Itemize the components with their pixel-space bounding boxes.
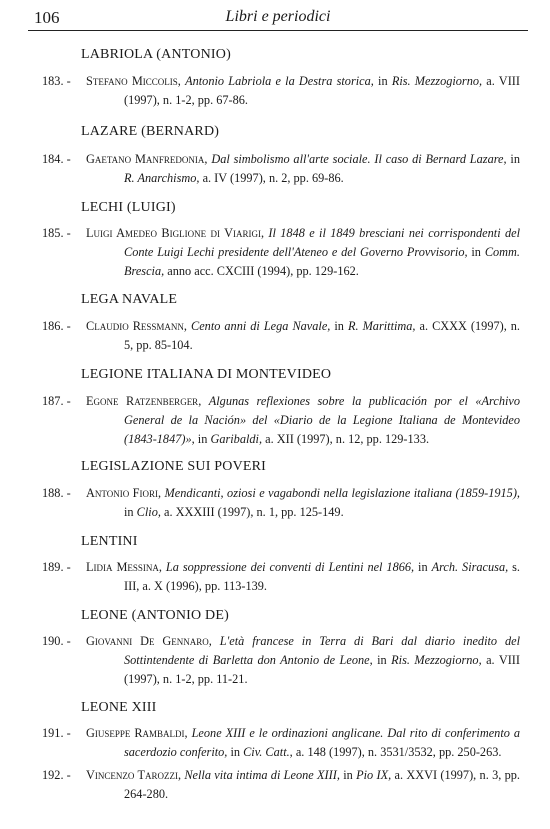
entry-in: in [334,319,344,333]
entry-author: Giovanni De Gennaro, [86,634,212,648]
entry-journal: Civ. Catt., [243,745,293,759]
entry-in: in [343,768,353,782]
entry-author: Vincenzo Tarozzi, [86,768,182,782]
entry-title: Algunas reflexiones sobre la publicación por el «Archivo General de la Nación» del «Diario de la Legione Italiana de Montevideo (1843-1847)», [124,394,520,446]
entry-journal: Ris. Mezzogiorno, [391,74,483,88]
bibliography-entry [42,766,520,804]
section-heading: LEGA NAVALE [81,292,178,307]
entry-title: L'età francese in Terra di Bari dal diario inedito del Sottintendente di Barletta don Antonio de Leone, [124,634,520,667]
section-heading: LEGIONE ITALIANA DI MONTEVIDEO [81,367,332,382]
entry-details: a. CXXX (1997), n. 5, pp. 85-104. [124,319,521,352]
entry-number: 187. - [42,394,71,408]
entry-details: a. IV (1997), n. 2, pp. 69-86. [202,171,344,185]
entry-journal: R. Anarchismo, [124,171,200,185]
entry-title: La soppressione dei conventi di Lentini nel 1866, [165,560,415,574]
entry-title: Antonio Labriola e la Destra storica, [185,74,374,88]
section-heading: LEONE (ANTONIO DE) [81,608,229,623]
entry-details: a. VIII (1997), n. 1-2, pp. 67-86. [124,74,520,107]
entry-title: Nella vita intima di Leone XIII, [184,768,340,782]
entry-title: Leone XIII e le ordinazioni anglicane. Dal rito di conferimento a sacerdozio conferito, [124,726,520,759]
bibliography-entry [42,150,520,188]
entry-number: 185. - [42,226,71,240]
entry-journal: R. Marittima, [347,319,416,333]
running-title: Libri e periodici [225,8,331,25]
bibliography-entry [42,317,520,355]
bibliography-entry [42,72,520,110]
section-heading: LABRIOLA (ANTONIO) [81,47,231,62]
entry-author: Giuseppe Rambaldi, [86,726,188,740]
entry-author: Lidia Messina, [86,560,162,574]
section-heading: LENTINI [81,534,138,549]
entry-title: Dal simbolismo all'arte sociale. Il caso di Bernard Lazare, [211,152,507,166]
entry-details: a. 148 (1997), n. 3531/3532, pp. 250-263. [295,745,502,759]
entry-title: Mendicanti, oziosi e vagabondi nella legislazione italiana (1859-1915), [164,486,520,500]
bibliography-entry [42,392,520,449]
entry-number: 189. - [42,560,71,574]
entry-journal: Clio, [136,505,161,519]
entry-details: a. VIII (1997), n. 1-2, pp. 11-21. [124,653,520,686]
section-heading: LEGISLAZIONE SUI POVERI [81,459,267,474]
entry-number: 186. - [42,319,71,333]
section-heading: LECHI (LUIGI) [81,200,176,215]
entry-number: 190. - [42,634,71,648]
entry-author: Claudio Ressmann, [86,319,187,333]
entry-in: in [124,505,134,519]
section-heading: LEONE XIII [81,700,157,715]
entry-in: in [377,653,387,667]
entry-author: Egone Ratzenberger, [86,394,202,408]
entry-in: in [378,74,388,88]
entry-details: s. III, a. X (1996), pp. 113-139. [124,560,520,593]
bibliography-entry [42,224,520,281]
entry-in: in [230,745,241,759]
bibliography-entry [42,484,520,522]
page-header [28,6,528,31]
entry-author: Gaetano Manfredonia, [86,152,208,166]
entry-details: a. XII (1997), n. 12, pp. 129-133. [265,432,430,446]
entry-number: 184. - [42,152,71,166]
entry-in: in [471,245,481,259]
entry-journal: Arch. Siracusa, [431,560,509,574]
entry-journal: Garibaldi, [210,432,263,446]
entry-in: in [197,432,208,446]
bibliography-entry [42,724,520,762]
entry-journal: Pio IX, [356,768,392,782]
section-heading: LAZARE (BERNARD) [81,124,220,139]
entry-number: 191. - [42,726,71,740]
page-number: 106 [34,8,60,27]
entry-journal: Ris. Mezzogiorno, [391,653,482,667]
entry-details: anno acc. CXCIII (1994), pp. 129-162. [167,264,359,278]
entry-author: Stefano Miccolis, [86,74,181,88]
bibliography-entry [42,558,520,596]
entry-details: a. XXVI (1997), n. 3, pp. 264-280. [124,768,520,801]
entry-title: Il 1848 e il 1849 bresciani nei corrispondenti del Conte Luigi Lechi presidente dell'Ateneo e del Governo Provvisorio, [124,226,520,259]
bibliography-entry [42,632,520,689]
entry-in: in [510,152,520,166]
entry-details: a. XXXIII (1997), n. 1, pp. 125-149. [164,505,344,519]
entry-number: 188. - [42,486,71,500]
entry-author: Antonio Fiori, [86,486,162,500]
entry-number: 183. - [42,74,71,88]
entry-title: Cento anni di Lega Navale, [191,319,331,333]
entry-author: Luigi Amedeo Biglione di Viarigi, [86,226,265,240]
entry-in: in [418,560,428,574]
entry-number: 192. - [42,768,71,782]
entry-journal: Comm. Brescia, [124,245,520,278]
